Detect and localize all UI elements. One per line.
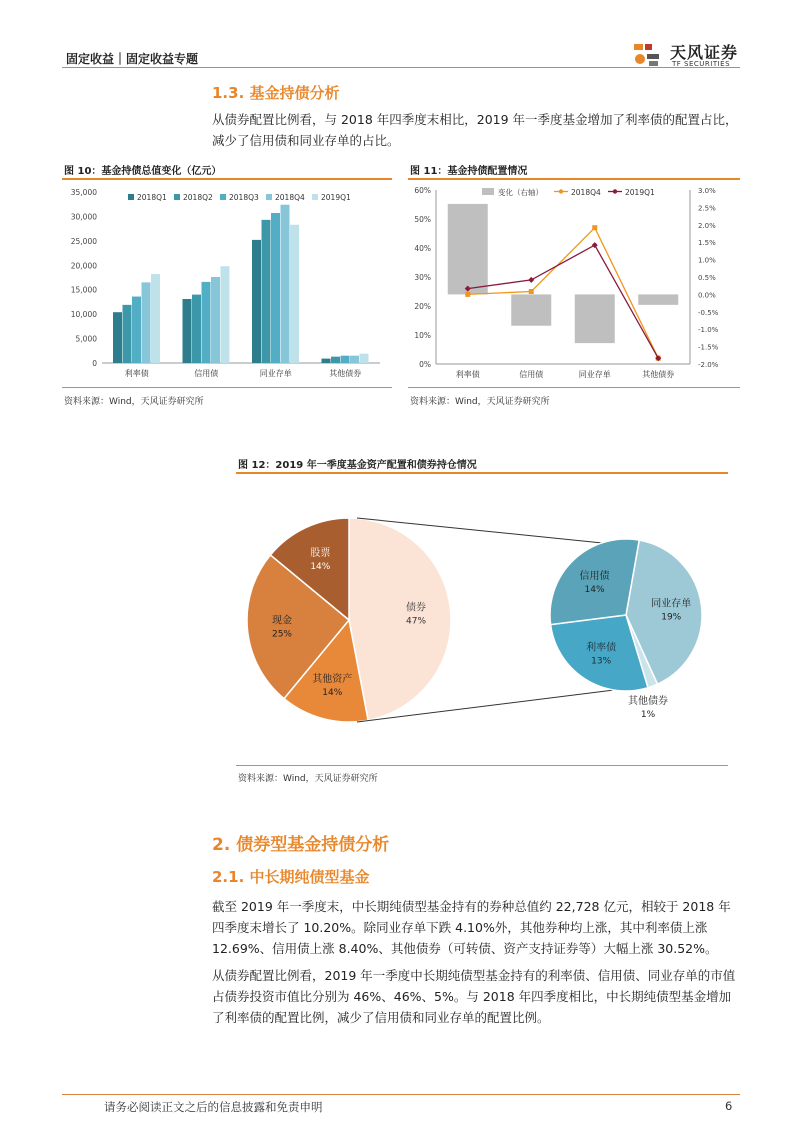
- section-1-3-paragraph: 从债券配置比例看，与 2018 年四季度末相比，2019 年一季度基金增加了利率债的配置占比，减少了信用债和同业存单的占比。: [212, 112, 738, 148]
- x-tick-label: 其他债券: [642, 370, 675, 379]
- y-tick-label: 30,000: [70, 212, 97, 222]
- bar-2018Q1: [183, 299, 192, 363]
- figure-12-bottom-rule: [236, 765, 728, 766]
- bar-2018Q2: [192, 295, 201, 363]
- figure-12-pie-charts: [236, 474, 728, 764]
- legend-label-2019Q1: 2019Q1: [321, 193, 351, 202]
- marker-2018Q4: [529, 289, 534, 294]
- y-tick-label: 20,000: [70, 261, 97, 271]
- pie-label-股票: 股票: [310, 548, 331, 560]
- legend-label-2018Q1: 2018Q1: [137, 193, 167, 202]
- pie-value-信用债: 14%: [584, 584, 605, 595]
- pie-label-信用债: 信用债: [579, 570, 610, 582]
- right-y-tick-label: -1.0%: [698, 326, 719, 335]
- x-tick-label: 利率债: [455, 370, 480, 379]
- pie-value-其他债券: 1%: [640, 710, 656, 720]
- section-2-1-paragraph-1: 截至 2019 年一季度末，中长期纯债型基金持有的券种总值约 22,728 亿元，相较于 2018 年四季度末增长了 10.20%。除同业存单下跌 4.10%外，其他券种均上涨，其中利率债上涨 12.69%、信用债上涨 8.40%、其他债券（可转债、资产支持证券等）大幅上涨 30.52%。: [212, 899, 731, 956]
- pie-value-利率债: 13%: [591, 656, 612, 667]
- bar-2018Q3: [341, 356, 350, 363]
- line-2019Q1: [468, 245, 659, 358]
- bar-2019Q1: [151, 274, 160, 363]
- figure-10-title: 图 10：基金持债总值变化（亿元）: [64, 166, 222, 177]
- marker-2019Q1: [528, 277, 534, 283]
- legend-label-2018Q3: 2018Q3: [229, 193, 259, 202]
- bar-2018Q4: [211, 277, 220, 363]
- x-tick-label: 同业存单: [578, 370, 611, 379]
- marker-2019Q1: [592, 242, 598, 248]
- x-tick-label: 信用债: [519, 370, 544, 379]
- figure-11-combo-chart: [408, 180, 740, 385]
- section-heading-1-3: 1.3. 基金持债分析: [212, 84, 340, 102]
- right-y-tick-label: 2.0%: [698, 221, 716, 230]
- legend-swatch-2019Q1: [312, 194, 318, 200]
- page-number: 6: [725, 1099, 733, 1113]
- y-tick-label: 0: [92, 359, 97, 368]
- bar-2018Q1: [322, 359, 331, 363]
- bar-2018Q2: [262, 220, 271, 363]
- bar-2018Q4: [281, 205, 290, 363]
- bar-2019Q1: [290, 225, 299, 363]
- left-y-tick-label: 40%: [414, 244, 431, 253]
- bar-2019Q1: [360, 354, 369, 363]
- change-bar: [448, 204, 488, 294]
- section-2-1-paragraph-2: 从债券配置比例看，2019 年一季度中长期纯债型基金持有的利率债、信用债、同业存单的市值占债券投资市值比分别为 46%、46%、5%。与 2018 年四季度相比，中长期纯债型基金增加了利率债的配置比例，减少了信用债和同业存单的配置比例。: [212, 968, 736, 1025]
- bar-2018Q2: [123, 305, 132, 363]
- header-divider: [62, 67, 740, 68]
- right-y-tick-label: 0.0%: [698, 291, 716, 300]
- pie-slice-债券: [349, 518, 451, 720]
- x-tick-label: 同业存单: [259, 369, 292, 378]
- left-y-tick-label: 0%: [419, 360, 431, 369]
- right-y-tick-label: 1.0%: [698, 256, 716, 265]
- x-tick-label: 利率债: [124, 369, 149, 378]
- figure-11-title: 图 11：基金持债配置情况: [410, 166, 528, 177]
- legend-label-2018Q4: 2018Q4: [571, 188, 601, 197]
- legend-label-change: 变化（右轴）: [498, 188, 543, 197]
- legend-label-2018Q2: 2018Q2: [183, 193, 213, 202]
- bar-2018Q3: [271, 213, 280, 363]
- marker-2018Q4: [465, 292, 470, 297]
- pie-value-债券: 47%: [406, 616, 427, 627]
- y-tick-label: 10,000: [70, 310, 97, 320]
- y-tick-label: 25,000: [70, 236, 97, 246]
- y-tick-label: 35,000: [70, 188, 97, 197]
- figure-10-bottom-rule: [62, 387, 392, 388]
- pie-value-现金: 25%: [271, 629, 292, 640]
- pie-label-其他资产: 其他资产: [312, 674, 353, 686]
- legend-label-2019Q1: 2019Q1: [625, 188, 655, 197]
- pie-value-股票: 14%: [310, 562, 331, 573]
- y-tick-label: 15,000: [70, 285, 97, 295]
- legend-swatch-2018Q1: [128, 194, 134, 200]
- bar-2018Q1: [252, 240, 261, 363]
- header-breadcrumb: 固定收益｜固定收益专题: [66, 52, 199, 66]
- legend-swatch-change: [482, 188, 494, 195]
- figure-12-source: 资料来源：Wind，天风证券研究所: [238, 774, 378, 784]
- right-y-tick-label: 1.5%: [698, 239, 716, 248]
- section-heading-2-1: 2.1. 中长期纯债型基金: [212, 868, 370, 886]
- right-y-tick-label: 2.5%: [698, 204, 716, 213]
- legend-label-2018Q4: 2018Q4: [275, 193, 305, 202]
- figure-10-source: 资料来源：Wind，天风证券研究所: [64, 397, 204, 407]
- marker-2018Q4: [592, 225, 597, 230]
- bar-2018Q4: [350, 356, 359, 363]
- x-tick-label: 其他债券: [329, 369, 362, 378]
- pie-label-其他债券: 其他债券: [628, 696, 668, 707]
- legend-swatch-2018Q3: [220, 194, 226, 200]
- right-y-tick-label: -2.0%: [698, 361, 719, 369]
- pie-value-其他资产: 14%: [322, 688, 343, 699]
- pie-label-债券: 债券: [406, 602, 427, 614]
- pie-label-同业存单: 同业存单: [651, 598, 692, 610]
- change-bar: [638, 294, 678, 304]
- right-y-tick-label: -1.5%: [698, 343, 719, 352]
- left-y-tick-label: 50%: [414, 215, 431, 224]
- change-bar: [575, 294, 615, 343]
- legend-swatch-2018Q2: [174, 194, 180, 200]
- y-tick-label: 5,000: [75, 334, 97, 344]
- figure-11-source: 资料来源：Wind，天风证券研究所: [410, 397, 550, 407]
- left-y-tick-label: 20%: [414, 302, 431, 311]
- footer-divider: [62, 1094, 740, 1095]
- left-y-tick-label: 10%: [414, 331, 431, 340]
- legend-marker-2018Q4: [559, 189, 563, 193]
- footer-disclaimer: 请务必阅读正文之后的信息披露和免责申明: [104, 1100, 323, 1114]
- brand-logo-icon: [632, 42, 666, 68]
- section-heading-2: 2. 债券型基金持债分析: [212, 835, 390, 855]
- brand-name: 天风证券: [670, 43, 739, 62]
- bar-2018Q1: [113, 312, 122, 363]
- left-y-tick-label: 30%: [414, 273, 431, 282]
- brand-name-en: TF SECURITIES: [672, 60, 731, 68]
- left-y-tick-label: 60%: [414, 186, 431, 195]
- pie-label-现金: 现金: [271, 615, 292, 627]
- right-y-tick-label: 3.0%: [698, 187, 716, 195]
- right-y-tick-label: -0.5%: [698, 308, 719, 317]
- figure-12-title: 图 12：2019 年一季度基金资产配置和债券持仓情况: [238, 460, 477, 471]
- pie-value-同业存单: 19%: [661, 612, 682, 623]
- pie-label-利率债: 利率债: [586, 642, 617, 654]
- figure-10-bar-chart: [62, 180, 392, 385]
- legend-swatch-2018Q4: [266, 194, 272, 200]
- figure-11-bottom-rule: [408, 387, 740, 388]
- legend-marker-2019Q1: [613, 189, 617, 193]
- change-bar: [511, 294, 551, 325]
- right-y-tick-label: 0.5%: [698, 274, 716, 282]
- bar-2018Q4: [142, 282, 151, 363]
- x-tick-label: 信用债: [194, 369, 219, 378]
- bar-2018Q3: [202, 282, 211, 363]
- bar-2019Q1: [221, 266, 230, 363]
- bar-2018Q3: [132, 297, 141, 363]
- line-2018Q4: [468, 228, 659, 359]
- bar-2018Q2: [331, 357, 340, 363]
